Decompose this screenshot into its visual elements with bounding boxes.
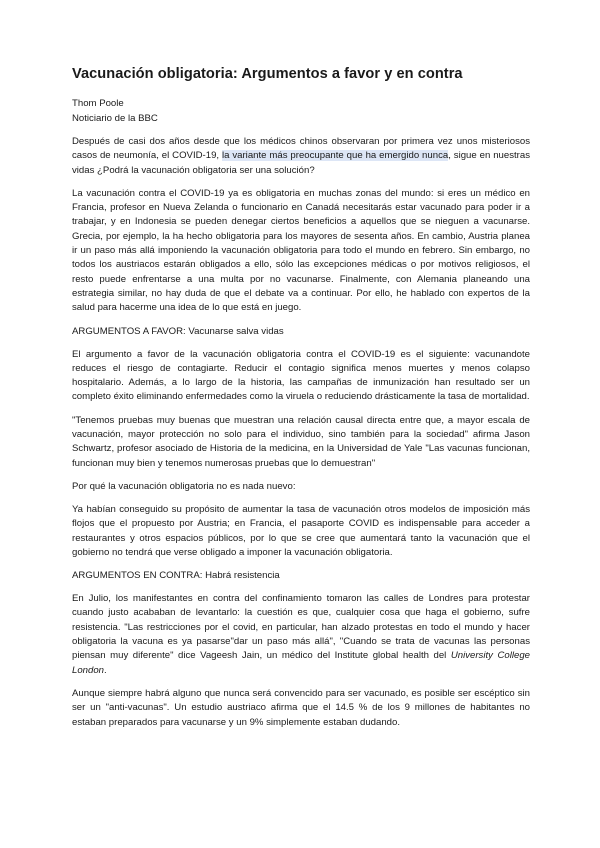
paragraph-protests	[72, 592, 530, 678]
protests-text-end: .	[104, 664, 107, 676]
author-name: Thom Poole	[72, 98, 124, 109]
heading-arguments-against: ARGUMENTOS EN CONTRA: Habrá resistencia	[72, 570, 280, 582]
institution-name: University College London	[72, 650, 530, 676]
paragraph-context: La vacunación contra el COVID-19 ya es obligatoria en muchas zonas del mundo: si eres un médico en Francia, profesor en Nueva Zelanda o funcionario en Canadá necesitarás estar vacunado para poder ir a trabajar, y en Indonesia se pueden denegar ciertos beneficios a aquellos que se nieguen a vacunarse. Grecia, por ejemplo, la ha hecho obligatoria para los mayores de sesenta años. En cambio, Austria planea ir un paso más allá imponiendo la vacunación obligatoria para todo el mundo en febrero. Sin embargo, no todos los austriacos estarán obligados a ello, sólo las excepciones médicas o por motivos religiosos, el resto puede enfrentarse a una multa por no vacunarse. Finalmente, con Alemania planeando una estrategia similar, no hay duda de que el debate va a continuar. Por ello, he hablado con expertos de la salud para hacerme una idea de lo que está en juego.	[72, 187, 530, 314]
paragraph-argument-for: El argumento a favor de la vacunación obligatoria contra el COVID-19 es el siguiente: vacunandote reduces el riesgo de contagiarte. Reducir el contagio significa menos muertes y menos colapso hospitalario. Además, a lo largo de la historia, las campañas de inmunización han resultado ser un completo éxito eliminando enfermedades como la viruela o reduciendo drásticamente la tasa de mortalidad.	[72, 348, 530, 403]
intro-text-before: Después de casi dos años desde que los médicos chinos observaran por primera vez unos misteriosos casos de neumonía, el COVID-19,	[72, 136, 530, 162]
intro-paragraph	[72, 135, 530, 178]
protests-text: En Julio, los manifestantes en contra del confinamiento tomaron las calles de Londres para protestar cuando justo acababan de levantarlo: la cuestión es que, cualquier cosa que haga el gobierno, sufre resistencia. "Las restricciones por el covid, en particular, han alzado protestas en todo el mundo y hacer obligatoria la vacuna es ya pasarse"dar un paso más allá", "Cuando se trata de vacunas las personas piensan muy diferente" dice Vageesh Jain, un médico del Institute global health del	[72, 593, 530, 662]
paragraph-quote-schwartz: "Tenemos pruebas muy buenas que muestran una relación causal directa entre que, a mayor escala de vacunación, mayor protección no solo para el individuo, sino también para la sociedad" afirma Jason Schwartz, profesor asociado de Historia de la medicina, en la Universidad de Yale "Las vacunas funcionan, funcionan muy bien y tenemos numerosas pruebas que lo demuestran"	[72, 414, 530, 469]
intro-text-after: , sigue en nuestras vidas ¿Podrá la vacunación obligatoria ser una solución?	[72, 150, 530, 176]
byline	[72, 96, 530, 126]
subheading-why-not-new: Por qué la vacunación obligatoria no es nada nuevo:	[72, 480, 296, 492]
article-title: Vacunación obligatoria: Argumentos a favor y en contra	[72, 66, 463, 82]
paragraph-skeptics: Aunque siempre habrá alguno que nunca será convencido para ser vacunado, es posible ser escéptico sin ser un "anti-vacunas". Un estudio austriaco afirma que el 14.5 % de los 9 millones de habitantes no estaban preparados para vacunarse y un 9% simplemente estaban dudando.	[72, 687, 530, 728]
news-source: Noticiario de la BBC	[72, 113, 158, 124]
highlighted-text[interactable]: la variante más preocupante que ha emergido nunca	[221, 150, 449, 162]
heading-arguments-for: ARGUMENTOS A FAVOR: Vacunarse salva vidas	[72, 325, 284, 337]
document-page	[72, 66, 530, 739]
paragraph-france-pass: Ya habían conseguido su propósito de aumentar la tasa de vacunación otros modelos de imposición más flojos que el propuesto por Austria; en Francia, el pasaporte COVID es indispensable para acceder a restaurantes y otros espacios públicos, por lo que se cree que aumentará tanto la vacunación que el gobierno no tendrá que verse obligado a imponer la vacunación obligatoria.	[72, 503, 530, 558]
